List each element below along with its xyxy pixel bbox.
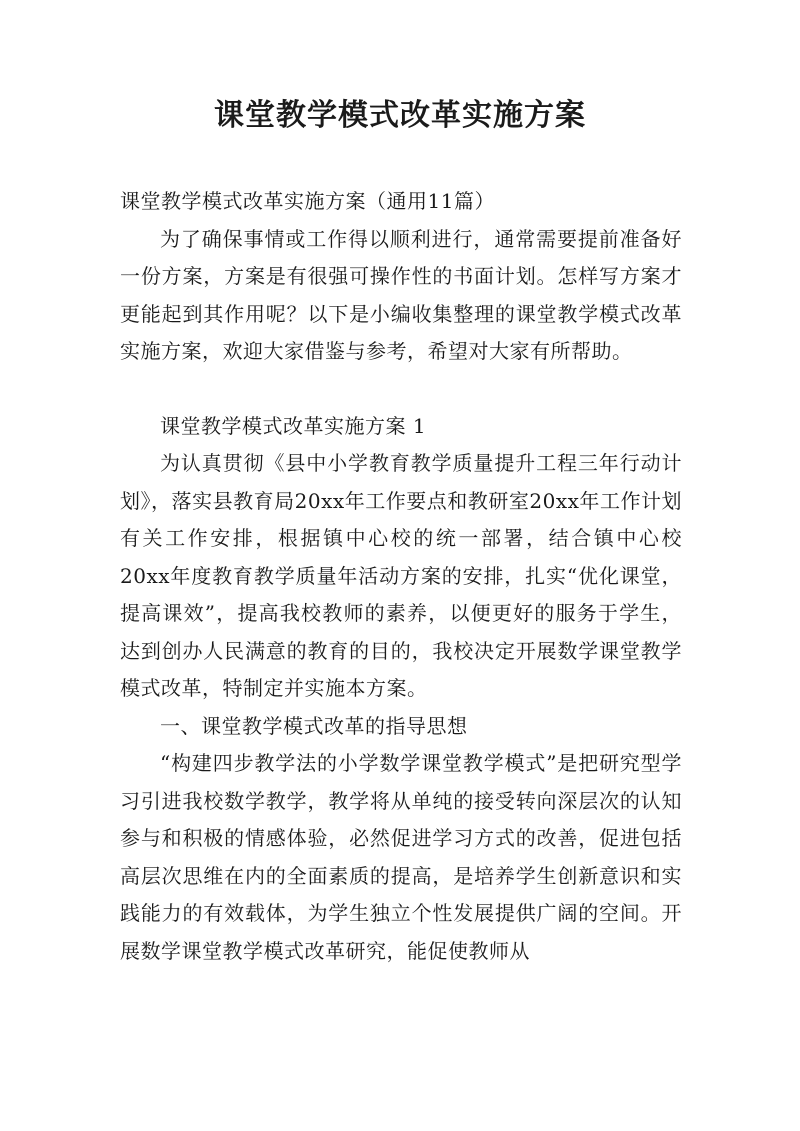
guiding-thought-heading: 一、课堂教学模式改革的指导思想: [160, 713, 468, 738]
paragraph-gap: [120, 371, 682, 408]
body-paragraph-2: “构建四步教学法的小学数学课堂教学模式”是把研究型学习引进我校数学教学，教学将从单纯的接受转向深层次的认知参与和积极的情感体验，必然促进学习方式的改善，促进包括高层次思维在内的全面素质的提高，是培养学生创新意识和实践能力的有效载体，为学生独立个性发展提供广阔的空间。开展数学课堂教学模式改革研究，能促使教师从: [120, 751, 682, 963]
document-title: 课堂教学模式改革实施方案: [214, 98, 586, 133]
intro-paragraph: 为了确保事情或工作得以顺利进行，通常需要提前准备好一份方案，方案是有很强可操作性的书面计划。怎样写方案才更能起到其作用呢？以下是小编收集整理的课堂教学模式改革实施方案，欢迎大家借鉴与参考，希望对大家有所帮助。: [120, 226, 682, 363]
section-heading: 课堂教学模式改革实施方案 1: [160, 413, 427, 438]
document-body: [120, 183, 682, 970]
document-subtitle: 课堂教学模式改革实施方案（通用11篇）: [120, 189, 495, 213]
body-paragraph-1: 为认真贯彻《县中小学教育教学质量提升工程三年行动计划》，落实县教育局20xx年工作要点和教研室20xx年工作计划有关工作安排，根据镇中心校的统一部署，结合镇中心校20xx年度教育教学质量年活动方案的安排，扎实“优化课堂，提高课效”，提高我校教师的素养，以便更好的服务于学生，达到创办人民满意的教育的目的，我校决定开展数学课堂教学模式改革，特制定并实施本方案。: [120, 451, 682, 700]
